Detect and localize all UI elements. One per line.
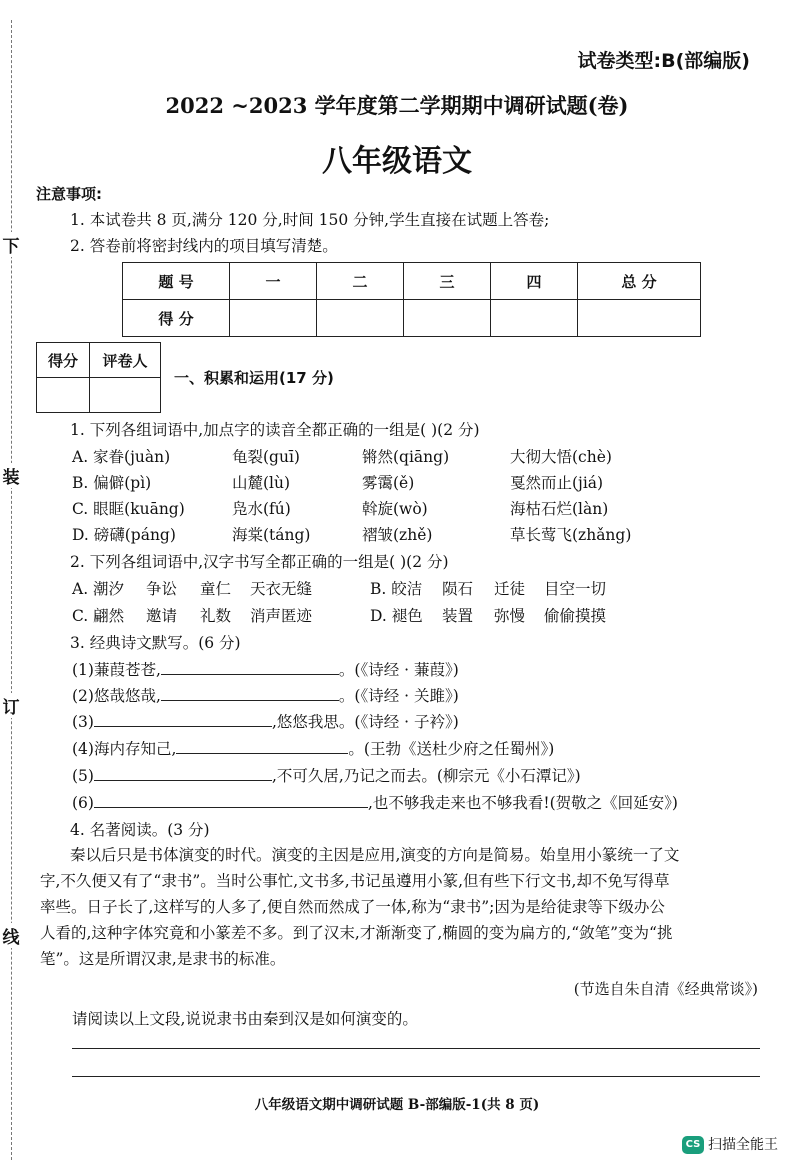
q1-option-d-3: 褶皱(zhě): [362, 526, 433, 544]
q1-stem: 1. 下列各组词语中,加点字的读音全都正确的一组是( )(2 分): [70, 421, 480, 439]
grader-name-label: 评卷人: [90, 343, 161, 378]
grader-name-cell[interactable]: [90, 378, 161, 413]
q1-option-d-4: 草长莺飞(zhǎng): [510, 526, 632, 544]
q1-option-c-2: 凫水(fú): [232, 500, 291, 518]
score-table: [122, 262, 701, 337]
q1-option-c-1: C. 眼眶(kuāng): [72, 500, 185, 518]
q2-option-b-2: 陨石: [442, 580, 474, 598]
score-cell[interactable]: [317, 300, 404, 337]
score-header-total: 总 分: [578, 263, 701, 300]
q1-option-d-2: 海棠(táng): [232, 526, 311, 544]
q3-line-3-post: ,悠悠我思。(《诗经 · 子衿》): [271, 713, 459, 731]
grader-score-cell[interactable]: [37, 378, 90, 413]
q3-blank-1[interactable]: [161, 674, 339, 675]
q3-line-5-post: ,不可久居,乃记之而去。(柳宗元《小石潭记》): [271, 767, 581, 785]
q1-option-a-2: 龟裂(guī): [232, 448, 300, 466]
q2-option-a-3: 童仁: [200, 580, 232, 598]
q2-option-c-4: 消声匿迹: [250, 607, 313, 625]
q4-passage: [40, 842, 760, 972]
score-header-label: 题 号: [123, 263, 230, 300]
binding-char-xian: 线: [2, 923, 20, 948]
q2-option-b-4: 目空一切: [544, 580, 607, 598]
q2-option-b-1: B. 皎洁: [370, 580, 423, 598]
q3-line-2-post: 。(《诗经 · 关雎》): [338, 687, 459, 705]
q2-option-d-3: 弥慢: [494, 607, 526, 625]
grader-box: [36, 342, 161, 413]
q2-option-a-2: 争讼: [146, 580, 178, 598]
q4-stem: 4. 名著阅读。(3 分): [70, 821, 210, 839]
q2-option-b-3: 迁徒: [494, 580, 526, 598]
q2-option-d-4: 偷偷摸摸: [544, 607, 607, 625]
q2-option-c-1: C. 翩然: [72, 607, 125, 625]
q3-line-4-post: 。(王勃《送杜少府之任蜀州》): [348, 740, 555, 758]
q3-blank-3[interactable]: [94, 726, 272, 727]
score-cell[interactable]: [230, 300, 317, 337]
camscanner-logo-icon: CS: [682, 1136, 704, 1154]
score-cell[interactable]: [404, 300, 491, 337]
score-row-label: 得 分: [123, 300, 230, 337]
q3-line-6: [72, 791, 678, 813]
binding-line: [11, 20, 13, 1160]
q1-option-a-4: 大彻大悟(chè): [510, 448, 612, 466]
q4-prompt: 请阅读以上文段,说说隶书由秦到汉是如何演变的。: [72, 1010, 418, 1028]
notice-heading: 注意事项:: [36, 185, 102, 203]
answer-line-1[interactable]: [72, 1048, 760, 1049]
q4-source: (节选自朱自清《经典常谈》): [573, 980, 758, 998]
q1-option-d-1: D. 磅礴(páng): [72, 526, 176, 544]
q3-line-4: [72, 737, 554, 759]
q3-stem: 3. 经典诗文默写。(6 分): [70, 634, 241, 652]
q1-option-b-2: 山麓(lù): [232, 474, 291, 492]
q1-option-b-1: B. 偏僻(pì): [72, 474, 152, 492]
q1-option-c-4: 海枯石烂(làn): [510, 500, 609, 518]
q2-option-c-3: 礼数: [200, 607, 232, 625]
q2-stem: 2. 下列各组词语中,汉字书写全都正确的一组是( )(2 分): [70, 553, 449, 571]
q1-option-a-3: 锵然(qiāng): [362, 448, 450, 466]
q3-line-1: [72, 658, 459, 680]
section-1-title: 一、积累和运用(17 分): [174, 369, 334, 387]
answer-line-2[interactable]: [72, 1076, 760, 1077]
q3-line-2-pre: (2)悠哉悠哉,: [72, 687, 161, 705]
q4-passage-line-1: 秦以后只是书体演变的时代。演变的主因是应用,演变的方向是简易。始皇用小篆统一了文: [70, 846, 680, 864]
q3-blank-2[interactable]: [161, 700, 339, 701]
q4-passage-line-3: 率些。日子长了,这样写的人多了,便自然而然成了一体,称为“隶书”;因为是给徒隶等下级办公: [40, 898, 665, 916]
q1-option-a-1: A. 家眷(juàn): [72, 448, 171, 466]
exam-title: 2022 ~2023 学年度第二学期期中调研试题(卷): [165, 93, 629, 118]
q3-line-1-pre: (1)蒹葭苍苍,: [72, 661, 161, 679]
q4-passage-line-2: 字,不久便又有了“隶书”。当时公事忙,文书多,书记虽遵用小篆,但有些下行文书,却不免写得草: [40, 872, 670, 890]
q1-option-c-3: 斡旋(wò): [362, 500, 428, 518]
subject-title: 八年级语文: [322, 144, 472, 179]
q3-line-1-post: 。(《诗经 · 蒹葭》): [338, 661, 459, 679]
q4-passage-line-5: 笔”。这是所谓汉隶,是隶书的标准。: [40, 950, 286, 968]
binding-char-zhuang: 装: [2, 463, 20, 488]
score-header-4: 四: [491, 263, 578, 300]
score-cell[interactable]: [578, 300, 701, 337]
q3-line-5-pre: (5): [72, 767, 94, 785]
q3-line-3: [72, 710, 459, 732]
q3-line-2: [72, 684, 459, 706]
q2-option-a-4: 天衣无缝: [250, 580, 313, 598]
binding-char-xia: 下: [2, 232, 20, 257]
q1-option-b-3: 雾霭(ě): [362, 474, 415, 492]
notice-item-2: 2. 答卷前将密封线内的项目填写清楚。: [70, 237, 338, 255]
q3-line-5: [72, 764, 581, 786]
score-header-3: 三: [404, 263, 491, 300]
q3-line-4-pre: (4)海内存知己,: [72, 740, 177, 758]
q3-blank-6[interactable]: [94, 807, 368, 808]
q1-option-b-4: 戛然而止(jiá): [510, 474, 604, 492]
q3-blank-5[interactable]: [94, 780, 272, 781]
grader-score-label: 得分: [37, 343, 90, 378]
q4-passage-line-4: 人看的,这种字体究竟和小篆差不多。到了汉末,才渐渐变了,椭圆的变为扁方的,“敛笔”变为“挑: [40, 924, 673, 942]
score-cell[interactable]: [491, 300, 578, 337]
q3-line-6-post: ,也不够我走来也不够我看!(贺敬之《回延安》): [367, 794, 678, 812]
q2-option-d-2: 装置: [442, 607, 474, 625]
paper-type: 试卷类型:B(部编版): [577, 50, 750, 72]
q3-blank-4[interactable]: [176, 753, 348, 754]
q2-option-d-1: D. 褪色: [370, 607, 423, 625]
score-header-2: 二: [317, 263, 404, 300]
binding-char-ding: 订: [2, 693, 20, 718]
notice-item-1: 1. 本试卷共 8 页,满分 120 分,时间 150 分钟,学生直接在试题上答卷;: [70, 211, 550, 229]
q2-option-a-1: A. 潮汐: [72, 580, 125, 598]
watermark-text: 扫描全能王: [708, 1137, 778, 1153]
page-footer: 八年级语文期中调研试题 B-部编版-1(共 8 页): [254, 1097, 540, 1113]
score-header-1: 一: [230, 263, 317, 300]
scanner-watermark: [682, 1134, 778, 1154]
q3-line-3-pre: (3): [72, 713, 94, 731]
q2-option-c-2: 邀请: [146, 607, 178, 625]
q3-line-6-pre: (6): [72, 794, 94, 812]
